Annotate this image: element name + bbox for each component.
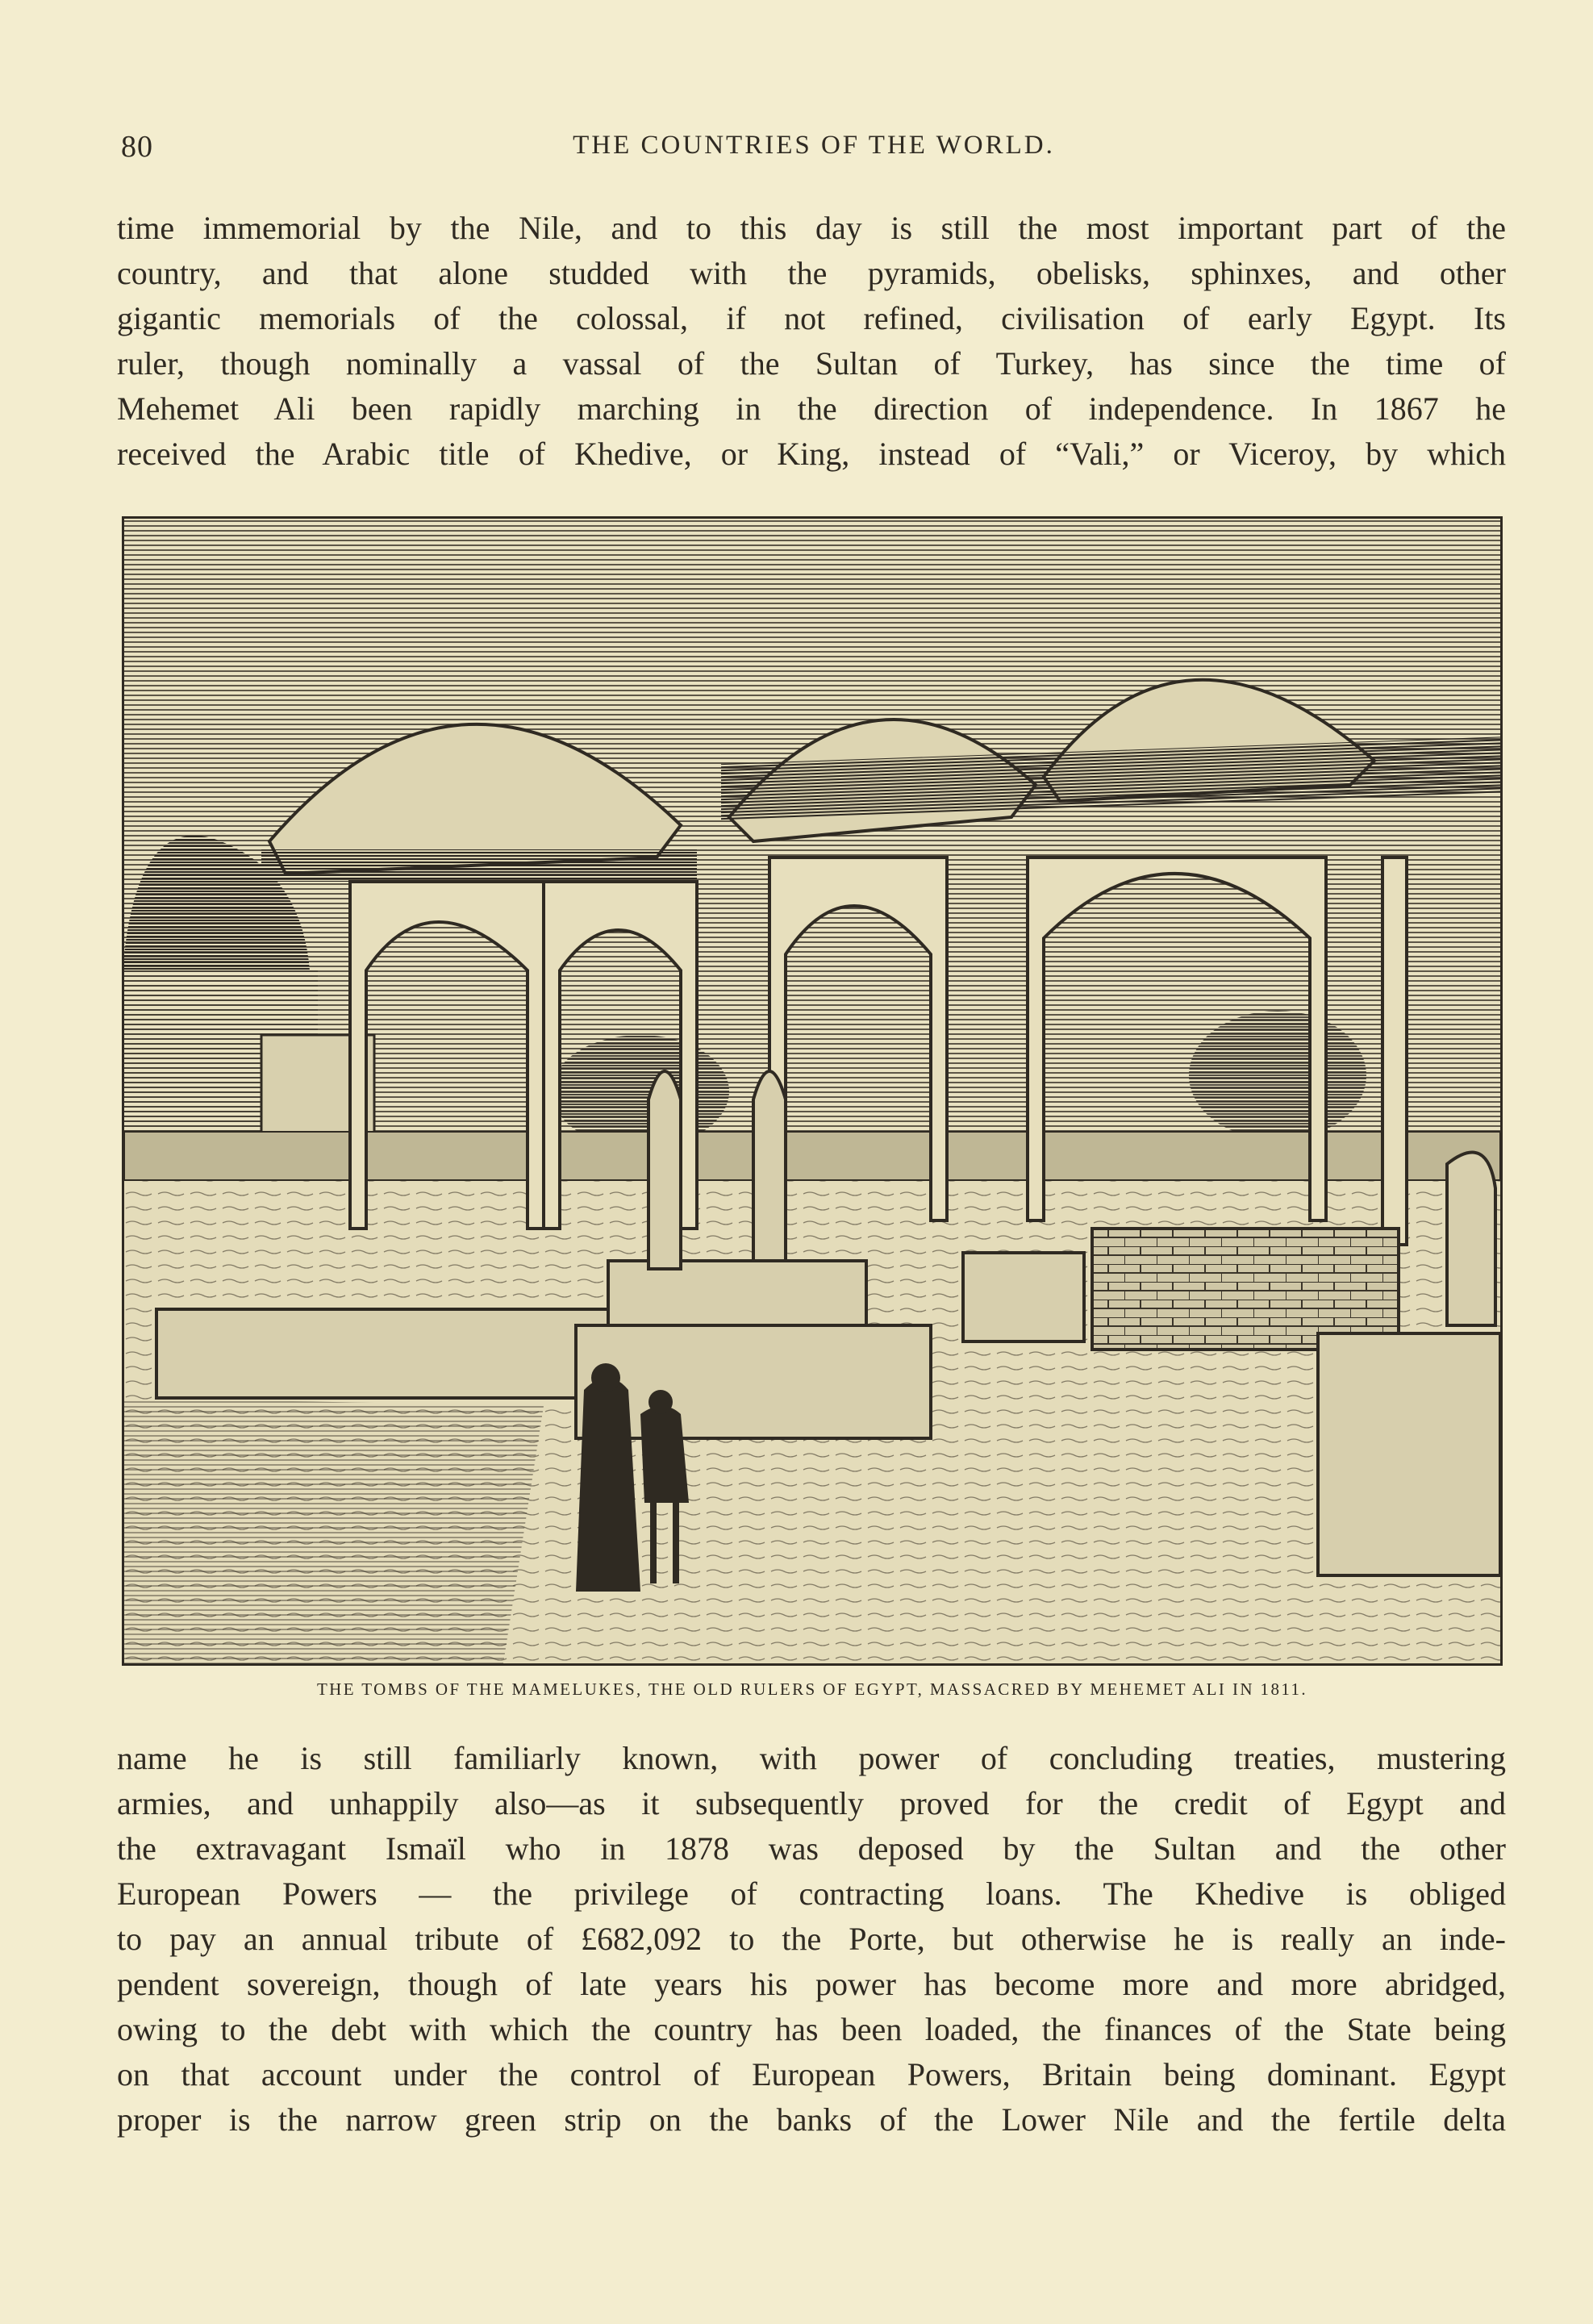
text-line: name he is still familiarly known, with power of concluding treaties, mustering <box>117 1740 1506 1776</box>
tomb-base <box>156 1309 608 1398</box>
text-line: Mehemet Ali been rapidly marching in the direction of independence. In 1867 he <box>117 390 1506 427</box>
text-line: the extravagant Ismaïl who in 1878 was deposed by the Sultan and the other <box>117 1830 1506 1867</box>
text-line: ruler, though nominally a vassal of the Sultan of Turkey, has since the time of <box>117 345 1506 382</box>
text-line: time immemorial by the Nile, and to this day is still the most important part of the <box>117 210 1506 246</box>
running-title: THE COUNTRIES OF THE WORLD. <box>573 131 1055 160</box>
text-line: owing to the debt with which the country has been loaded, the finances of the State being <box>117 2011 1506 2047</box>
text-line: pendent sovereign, though of late years his power has become more and more abridged, <box>117 1966 1506 2002</box>
text-line: country, and that alone studded with the pyramids, obelisks, sphinxes, and other <box>117 255 1506 291</box>
text-line: gigantic memorials of the colossal, if not refined, civilisation of early Egypt. Its <box>117 300 1506 336</box>
text-line: proper is the narrow green strip on the banks of the Lower Nile and the fertile delta <box>117 2101 1506 2138</box>
figure-caption: THE TOMBS OF THE MAMELUKES, THE OLD RULERS OF EGYPT, MASSACRED BY MEHEMET ALI IN 1811. <box>316 1679 1308 1699</box>
text-line: to pay an annual tribute of £682,092 to the Porte, but otherwise he is really an inde- <box>117 1921 1506 1957</box>
text-line: European Powers — the privilege of contracting loans. The Khedive is obliged <box>117 1875 1506 1912</box>
text-line: received the Arabic title of Khedive, or King, instead of “Vali,” or Viceroy, by which <box>117 436 1506 472</box>
body-paragraph-top <box>117 206 1506 477</box>
running-head <box>121 129 1507 169</box>
text-line: armies, and unhappily also—as it subsequently proved for the credit of Egypt and <box>117 1785 1506 1821</box>
text-line: on that account under the control of European Powers, Britain being dominant. Egypt <box>117 2056 1506 2092</box>
body-paragraph-bottom <box>117 1736 1506 2143</box>
engraving-illustration <box>122 516 1503 1666</box>
page-number: 80 <box>121 130 153 164</box>
